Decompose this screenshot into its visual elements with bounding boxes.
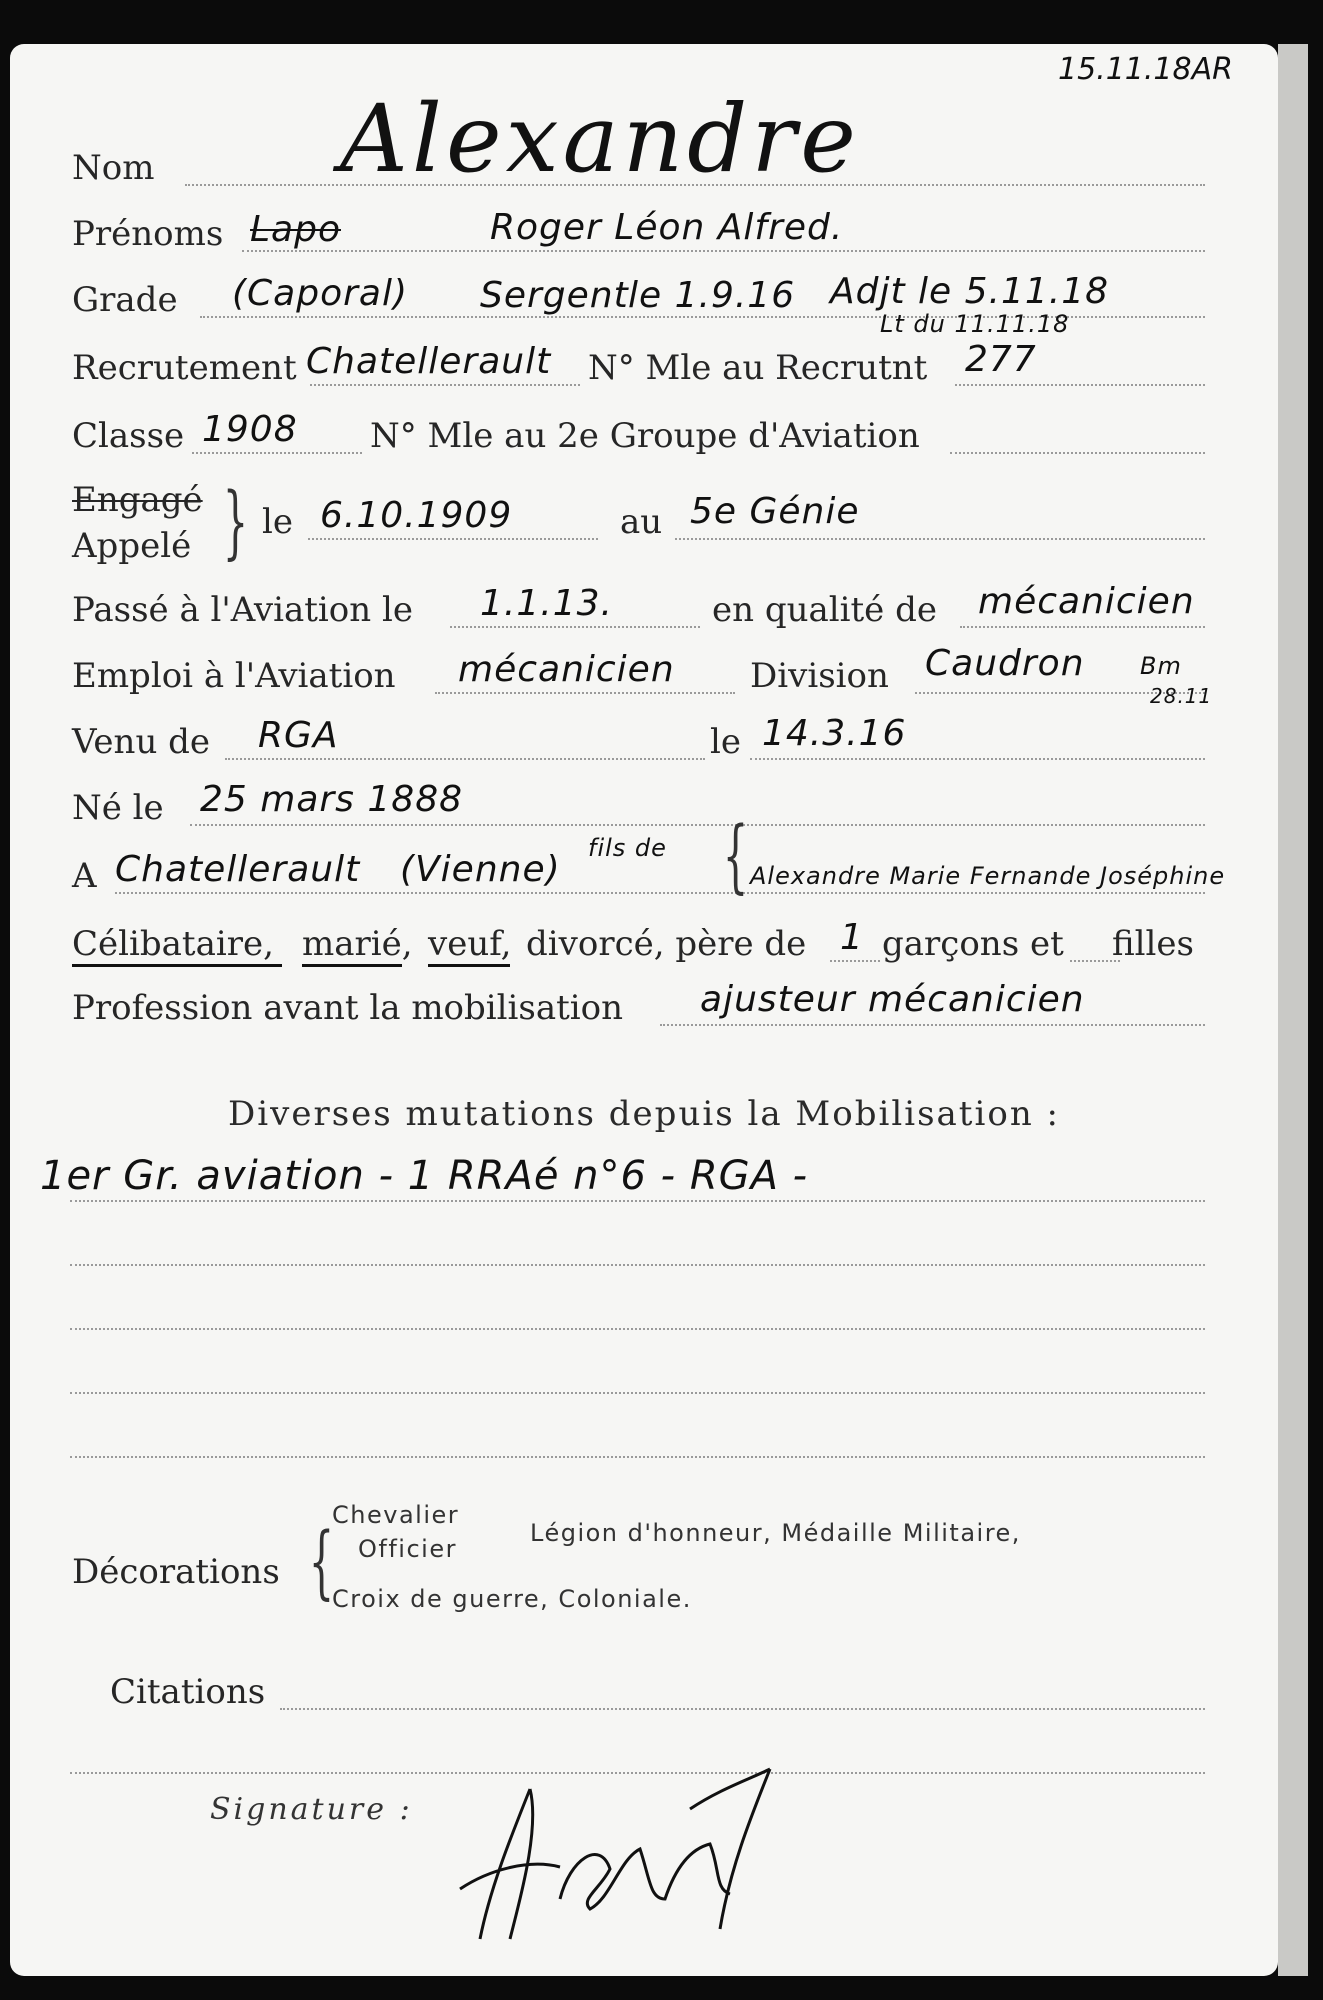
matricule-recrutement-value: 277 xyxy=(965,339,1037,380)
a-department: (Vienne) xyxy=(400,849,561,890)
citations-label: Citations xyxy=(110,1672,266,1712)
division-label: Division xyxy=(750,656,889,696)
mutations-line-2-rule xyxy=(70,1264,1205,1266)
signature-label: Signature : xyxy=(210,1792,413,1827)
prenoms-struck: Lapo xyxy=(250,209,341,250)
engage-date: 6.10.1909 xyxy=(320,495,513,536)
grade-date: le 1.9.16 xyxy=(628,275,796,316)
engage-au-label: au xyxy=(620,502,663,542)
veuf-underline xyxy=(428,964,510,967)
garcons-label: garçons et xyxy=(882,924,1064,964)
marie-underline xyxy=(302,964,402,967)
engage-unit-line xyxy=(675,538,1205,540)
etat-rest: divorcé, père de xyxy=(526,924,807,964)
prenoms-value: Roger Léon Alfred. xyxy=(490,207,844,248)
decoration-list-1: Légion d'honneur, Médaille Militaire, xyxy=(530,1519,1021,1547)
personnel-record-card xyxy=(10,44,1278,1976)
mutations-line-5-rule xyxy=(70,1456,1205,1458)
classe-label: Classe xyxy=(72,416,185,456)
grade-value-caporal: (Caporal) xyxy=(232,273,409,314)
decorations-brace: { xyxy=(308,1515,335,1608)
emploi-line xyxy=(435,692,735,694)
engage-label: Engagé xyxy=(72,480,203,520)
grade-label: Grade xyxy=(72,280,178,320)
mutations-line-1: 1er Gr. aviation - 1 RRAé n°6 - RGA - xyxy=(40,1153,809,1199)
division-extra: Bm xyxy=(1140,652,1182,680)
qualite-line xyxy=(960,626,1205,628)
qualite-value: mécanicien xyxy=(978,581,1195,622)
engage-date-line xyxy=(308,538,598,540)
classe-value: 1908 xyxy=(202,409,298,450)
passe-line xyxy=(450,626,700,628)
qualite-label: en qualité de xyxy=(712,590,937,630)
engage-unit: 5e Génie xyxy=(690,491,860,532)
decoration-officier: Officier xyxy=(358,1535,457,1563)
mutations-line-3-rule xyxy=(70,1328,1205,1330)
fils-label: fils de xyxy=(588,834,667,862)
venu-label: Venu de xyxy=(72,722,211,762)
venu-le-label: le xyxy=(710,722,741,762)
profession-value: ajusteur mécanicien xyxy=(700,979,1085,1020)
fils-brace: { xyxy=(722,809,749,902)
venu-line xyxy=(225,758,705,760)
garcons-value: 1 xyxy=(840,917,864,958)
division-note: 28.11 xyxy=(1150,684,1213,708)
matricule-recrutement-line xyxy=(955,384,1205,386)
decoration-chevalier: Chevalier xyxy=(332,1501,460,1529)
recrutement-label: Recrutement xyxy=(72,348,297,388)
profession-line xyxy=(660,1024,1205,1026)
ne-line xyxy=(190,824,1205,826)
card-edge xyxy=(1278,44,1308,1976)
venu-value: RGA xyxy=(258,715,339,756)
profession-label: Profession avant la mobilisation xyxy=(72,988,624,1028)
citations-line-1 xyxy=(280,1708,1205,1710)
a-line xyxy=(115,892,1205,894)
appele-label: Appelé xyxy=(72,526,192,566)
venu-date-line xyxy=(750,758,1205,760)
passe-label: Passé à l'Aviation le xyxy=(72,590,413,630)
ne-label: Né le xyxy=(72,788,164,828)
emploi-label: Emploi à l'Aviation xyxy=(72,656,396,696)
celibataire-label: Célibataire, xyxy=(72,924,274,964)
passe-date: 1.1.13. xyxy=(480,583,613,624)
a-value: Chatellerault xyxy=(115,849,361,890)
matricule-recrutement-label: N° Mle au Recrutnt xyxy=(588,348,928,388)
engage-brace: } xyxy=(222,475,249,568)
decorations-label: Décorations xyxy=(72,1552,280,1592)
emploi-value: mécanicien xyxy=(458,649,675,690)
recrutement-value: Chatellerault xyxy=(306,341,552,382)
classe-line xyxy=(192,452,362,454)
decoration-list-2: Croix de guerre, Coloniale. xyxy=(332,1585,692,1613)
handwritten-signature xyxy=(450,1749,850,1949)
grade-note: Lt du 11.11.18 xyxy=(880,310,1070,338)
nom-value: Alexandre xyxy=(340,85,860,194)
division-value: Caudron xyxy=(925,643,1085,684)
mutations-line-1-rule xyxy=(70,1200,1205,1202)
matricule-groupe-label: N° Mle au 2e Groupe d'Aviation xyxy=(370,416,920,456)
prenoms-label: Prénoms xyxy=(72,214,224,254)
mutations-heading: Diverses mutations depuis la Mobilisation : xyxy=(228,1094,1060,1134)
venu-date: 14.3.16 xyxy=(762,713,907,754)
grade-value-adjudant: Adjt le 5.11.18 xyxy=(830,271,1110,312)
marie-label: marié, xyxy=(302,924,413,964)
nom-label: Nom xyxy=(72,148,155,188)
fils-value: Alexandre Marie Fernande Joséphine xyxy=(750,862,1226,890)
prenoms-line xyxy=(242,250,1205,252)
recrutement-line xyxy=(310,384,580,386)
matricule-groupe-line xyxy=(950,452,1205,454)
ne-value: 25 mars 1888 xyxy=(200,779,463,820)
celibataire-underline xyxy=(72,964,282,967)
card-reference: 15.11.18AR xyxy=(1058,52,1233,87)
a-label: A xyxy=(72,856,97,896)
filles-label: filles xyxy=(1112,924,1194,964)
engage-le-label: le xyxy=(262,502,293,542)
mutations-line-4-rule xyxy=(70,1392,1205,1394)
grade-value-sergent: Sergent xyxy=(480,275,629,316)
veuf-label: veuf, xyxy=(428,924,512,964)
garcons-line xyxy=(830,960,880,962)
